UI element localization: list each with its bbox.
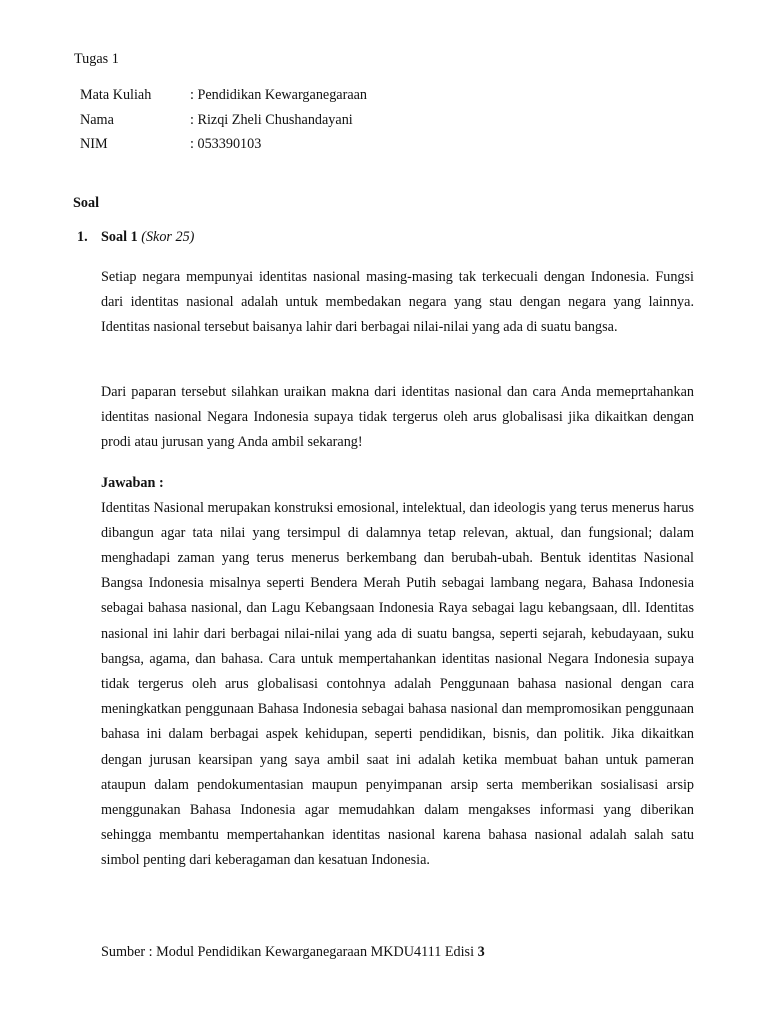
- question-number: 1.: [77, 229, 88, 245]
- info-value: : Pendidikan Kewarganegaraan: [190, 87, 368, 103]
- info-value: : Rizqi Zheli Chushandayani: [190, 111, 353, 128]
- info-row-nim: [80, 135, 367, 160]
- info-key: NIM: [80, 136, 108, 152]
- question-paragraph: Setiap negara mempunyai identitas nasional masing-masing tak terkecuali dengan Indonesia. Fungsi dari identitas nasional adalah untuk membedakan negara yang stau dengan negara yang lainnya. Identitas nasional tersebut baisanya lahir dari berbagai nilai-nilai yang ada di suatu bangsa.: [101, 269, 694, 336]
- info-row-name: [80, 111, 367, 136]
- answer-text: Identitas Nasional merupakan konstruksi emosional, intelektual, dan ideologis yang terus menerus harus dibangun agar tata nilai yang tersimpul di dalamnya tetap relevan, aktual, dan fungsional; dalam menghadapi zaman yang terus menerus berkembang dan berubah-ubah. Bentuk identitas Nasional Bangsa Indonesia misalnya seperti Bendera Merah Putih sebagai lambang negara, Bahasa Indonesia sebagai bahasa nasional, dan Lagu Kebangsaan Indonesia Raya sebagai lagu kebangsaan, dll. Identitas nasional ini lahir dari berbagai nilai-nilai yang ada di suatu bangsa, seperti sejarah, kebudayaan, suku bangsa, agama, dan bahasa. Cara untuk mempertahankan identitas nasional Negara Indonesia supaya tidak tergerus oleh arus globalisasi contohnya adalah Penggunaan bahasa nasional dengan cara meningkatkan penggunaan Bahasa Indonesia sebagai bahasa nasional dan mempromosikan penggunaan bahasa ini dalam berbagai aspek kehidupan, seperti pendidikan, bisnis, dan politik. Jika dikaitkan dengan jurusan kearsipan yang saya ambil saat ini adalah ketika membuat bahan untuk pameran ataupun dalam pendokumentasian maupun penyimpanan arsip serta memberikan sosialisasi arsip menggunakan Bahasa Indonesia agar memudahkan dalam mengakses informasi yang diberikan sehingga membantu mempertahankan identitas nasional karena bahasa nasional adalah salah satu simbol penting dari keberagaman dan kesatuan Indonesia.: [101, 499, 694, 869]
- question-label: Soal 1: [101, 229, 138, 245]
- assignment-label: Tugas 1: [74, 51, 119, 67]
- info-value: : 053390103: [190, 136, 262, 152]
- source-edition: 3: [477, 944, 485, 960]
- question-instruction: Dari paparan tersebut silahkan uraikan makna dari identitas nasional dan cara Anda memeprtahankan identitas nasional Negara Indonesia supaya tidak tergerus oleh arus globalisasi jika dikaitkan dengan prodi atau jurusan yang Anda ambil sekarang!: [101, 384, 694, 451]
- question-title: [77, 229, 194, 246]
- info-key: Mata Kuliah: [80, 87, 152, 103]
- answer-heading: Jawaban :: [101, 475, 164, 491]
- source-text: Sumber : Modul Pendidikan Kewarganegaraan MKDU4111 Edisi: [101, 944, 478, 960]
- source-citation: [101, 941, 694, 963]
- info-key: Nama: [80, 111, 114, 128]
- info-row-course: [80, 86, 367, 111]
- section-heading: Soal: [73, 195, 100, 211]
- question-score: (Skor 25): [141, 229, 195, 245]
- student-info-table: [80, 86, 367, 160]
